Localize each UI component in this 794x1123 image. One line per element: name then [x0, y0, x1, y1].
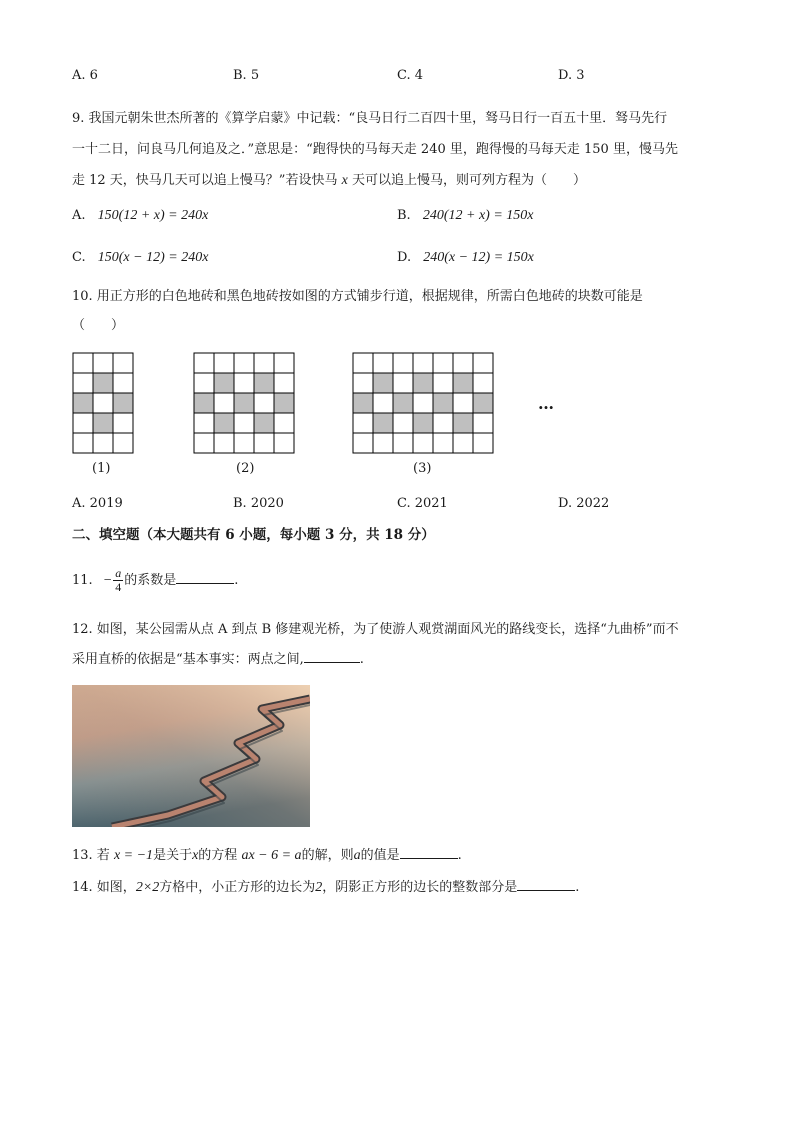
q13-end: .	[457, 848, 462, 863]
q9-line-3-post: 天可以追上慢马，则可列方程为（ ）	[351, 173, 586, 188]
figure-label-2: (2)	[236, 461, 255, 476]
q13-mid-1: 是关于	[153, 848, 193, 863]
q8-option-a: A. 6	[72, 68, 98, 83]
q10-option-b: B. 2020	[233, 496, 284, 511]
q8-option-b: B. 5	[233, 68, 260, 83]
q10-option-a: A. 2019	[72, 496, 123, 511]
q13-equation-x: x = −1	[113, 848, 154, 863]
q9-line-3	[72, 172, 586, 190]
q13-var-x: x	[192, 848, 199, 863]
q9-option-c-label: C.	[72, 250, 86, 265]
q9-variable-x: x	[341, 173, 348, 188]
q9-option-b-expr: 240(12 + x) = 150x	[422, 208, 534, 223]
q9-line-2: 一十二日，问良马几何追及之．”意思是：“跑得快的马每天走 240 里，跑得慢的马每天走 150 里，慢马先	[72, 142, 678, 157]
q11-fraction-denominator: 4	[115, 580, 122, 594]
q12-answer-blank[interactable]	[304, 650, 360, 663]
q14-pre: 14. 如图，	[72, 880, 136, 895]
q9-option-b	[397, 207, 533, 225]
q11-fraction-numerator: a	[115, 566, 122, 580]
q11-line	[72, 566, 238, 596]
tile-figure-2	[193, 352, 295, 454]
q14-post: ，阴影正方形的边长的整数部分是	[322, 880, 518, 895]
q9-line-1: 9. 我国元朝朱世杰所著的《算学启蒙》中记载：“良马日行二百四十里，驽马日行一百五十里．驽马先行	[72, 111, 668, 126]
q9-option-a-expr: 150(12 + x) = 240x	[97, 208, 209, 223]
q8-option-c: C. 4	[397, 68, 424, 83]
q9-option-b-label: B.	[397, 208, 411, 223]
q9-line-3-pre: 走 12 天，快马几天可以追上慢马？”若设快马	[72, 173, 338, 188]
q9-option-a	[72, 207, 208, 225]
q9-option-d-label: D.	[397, 250, 412, 265]
q9-option-c-expr: 150(x − 12) = 240x	[97, 250, 209, 265]
q11-text: 的系数是	[124, 573, 177, 588]
q14-end: .	[575, 880, 580, 895]
q11-fraction	[113, 567, 123, 594]
q13-equation: ax − 6 = a	[241, 848, 302, 863]
q11-minus-sign: −	[102, 573, 113, 588]
tile-figure-1	[72, 352, 134, 454]
q11-answer-blank[interactable]	[176, 571, 234, 584]
q13-line	[72, 846, 462, 865]
q9-option-a-label: A.	[72, 208, 86, 223]
zigzag-bridge-image	[72, 685, 310, 827]
figure-label-1: (1)	[92, 461, 111, 476]
tile-figure-3	[352, 352, 495, 454]
q9-option-c	[72, 249, 208, 267]
q14-line	[72, 878, 579, 897]
q14-grid-size: 2×2	[135, 880, 160, 895]
q14-answer-blank[interactable]	[517, 878, 575, 891]
q13-answer-blank[interactable]	[400, 846, 458, 859]
q14-number: 2	[315, 880, 323, 895]
zigzag-bridge-photo	[72, 685, 310, 827]
q14-mid: 方格中，小正方形的边长为	[159, 880, 316, 895]
q13-mid-2: 的方程	[198, 848, 238, 863]
q11-end: .	[234, 573, 239, 588]
q13-pre: 13. 若	[72, 848, 110, 863]
q10-option-d: D. 2022	[558, 496, 610, 511]
q12-end: .	[359, 652, 364, 667]
q12-line-2	[72, 650, 364, 669]
q9-option-d	[397, 249, 534, 267]
tile-sequence-ellipsis: …	[538, 394, 554, 413]
q8-option-d: D. 3	[558, 68, 585, 83]
q13-post: 的值是	[360, 848, 400, 863]
figure-label-3: (3)	[413, 461, 432, 476]
q13-var-a: a	[353, 848, 361, 863]
q10-line-1: 10. 用正方形的白色地砖和黑色地砖按如图的方式铺步行道，根据规律，所需白色地砖的块数可能是	[72, 289, 643, 304]
q10-line-2: （ ）	[72, 318, 125, 333]
q12-line-2-text: 采用直桥的依据是“基本事实：两点之间,	[72, 652, 304, 667]
q12-line-1: 12. 如图，某公园需从点 A 到点 B 修建观光桥，为了使游人观赏湖面风光的路线变长，选择“九曲桥”而不	[72, 622, 679, 637]
q13-mid-3: 的解，则	[301, 848, 354, 863]
q11-number: 11.	[72, 573, 93, 588]
q9-option-d-expr: 240(x − 12) = 150x	[423, 250, 534, 265]
section-heading: 二、填空题（本大题共有 6 小题，每小题 3 分，共 18 分）	[72, 527, 435, 543]
q10-option-c: C. 2021	[397, 496, 448, 511]
